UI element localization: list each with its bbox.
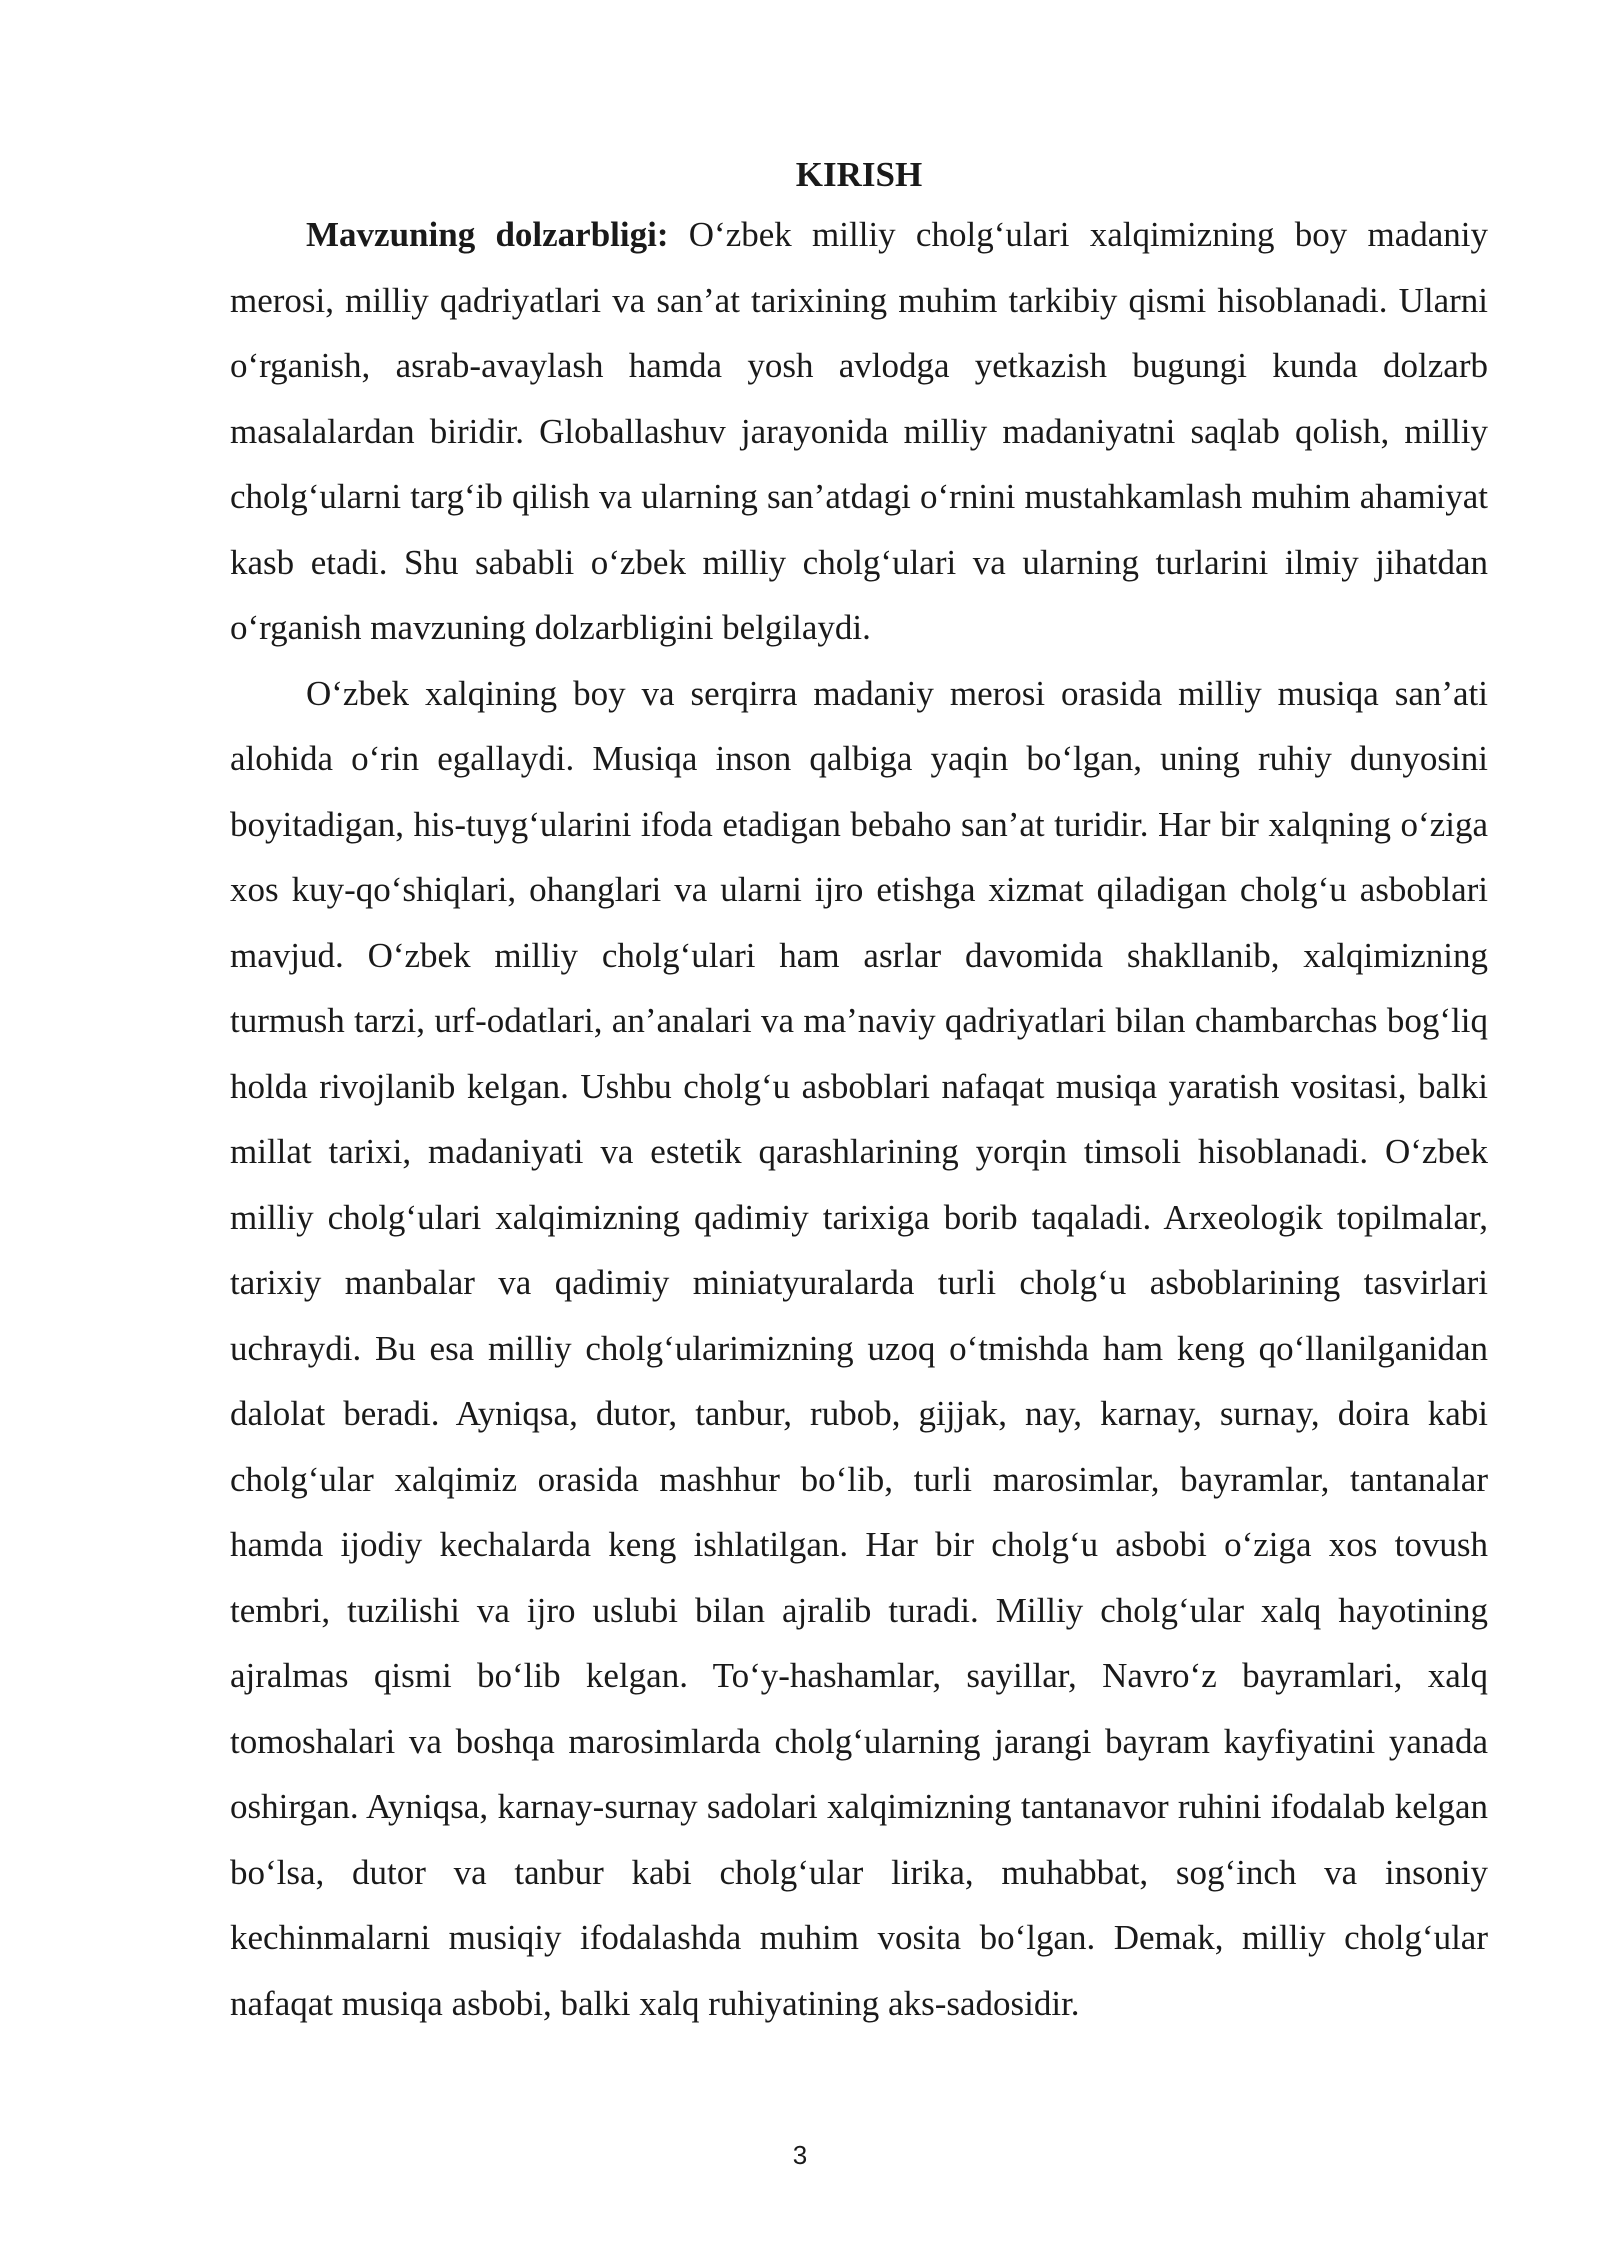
paragraph-relevance: [230, 202, 1488, 661]
page-number: 3: [792, 2140, 808, 2170]
paragraph-heritage: O‘zbek xalqining boy va serqirra madaniy merosi orasida milliy musiqa san’ati alohida o‘rin egallaydi. Musiqa inson qalbiga yaqin bo‘lgan, uning ruhiy dunyosini boyitadigan, his-tuyg‘ularini ifoda etadigan bebaho san’at turidir. Har bir xalqning o‘ziga xos kuy-qo‘shiqlari, ohanglari va ularni ijro etishga xizmat qiladigan cholg‘u asboblari mavjud. O‘zbek milliy cholg‘ulari ham asrlar davomida shakllanib, xalqimizning turmush tarzi, urf-odatlari, an’analari va ma’naviy qadriyatlari bilan chambarchas bog‘liq holda rivojlanib kelgan. Ushbu cholg‘u asboblari nafaqat musiqa yaratish vositasi, balki millat tarixi, madaniyati va estetik qarashlarining yorqin timsoli hisoblanadi. O‘zbek milliy cholg‘ulari xalqimizning qadimiy tarixiga borib taqaladi. Arxeologik topilmalar, tarixiy manbalar va qadimiy miniatyuralarda turli cholg‘u asboblarining tasvirlari uchraydi. Bu esa milliy cholg‘ularimizning uzoq o‘tmishda ham keng qo‘llanilganidan dalolat beradi. Ayniqsa, dutor, tanbur, rubob, gijjak, nay, karnay, surnay, doira kabi cholg‘ular xalqimiz orasida mashhur bo‘lib, turli marosimlar, bayramlar, tantanalar hamda ijodiy kechalarda keng ishlatilgan. Har bir cholg‘u asbobi o‘ziga xos tovush tembri, tuzilishi va ijro uslubi bilan ajralib turadi. Milliy cholg‘ular xalq hayotining ajralmas qismi bo‘lib kelgan. To‘y-hashamlar, sayillar, Navro‘z bayramlari, xalq tomoshalari va boshqa marosimlarda cholg‘ularning jarangi bayram kayfiyatini yanada oshirgan. Ayniqsa, karnay-surnay sadolari xalqimizning tantanavor ruhini ifodalab kelgan bo‘lsa, dutor va tanbur kabi cholg‘ular lirika, muhabbat, sog‘inch va insoniy kechinmalarni musiqiy ifodalashda muhim vosita bo‘lgan. Demak, milliy cholg‘ular nafaqat musiqa asbobi, balki xalq ruhiyatining aks-sadosidir.: [230, 673, 1488, 2023]
page-content: [230, 148, 1488, 2036]
paragraph-lead: Mavzuning dolzarbligi:: [306, 215, 669, 254]
section-heading: KIRISH: [795, 155, 923, 194]
paragraph-relevance-text: O‘zbek milliy cholg‘ulari xalqimizning boy madaniy merosi, milliy qadriyatlari va san’at tarixining muhim tarkibiy qismi hisoblanadi. Ularni o‘rganish, asrab-avaylash hamda yosh avlodga yetkazish bugungi kunda dolzarb masalalardan biridir. Globallashuv jarayonida milliy madaniyatni saqlab qolish, milliy cholg‘ularni targ‘ib qilish va ularning san’atdagi o‘rnini mustahkamlash muhim ahamiyat kasb etadi. Shu sababli o‘zbek milliy cholg‘ulari va ularning turlarini ilmiy jihatdan o‘rganish mavzuning dolzarbligini belgilaydi.: [230, 215, 1488, 647]
